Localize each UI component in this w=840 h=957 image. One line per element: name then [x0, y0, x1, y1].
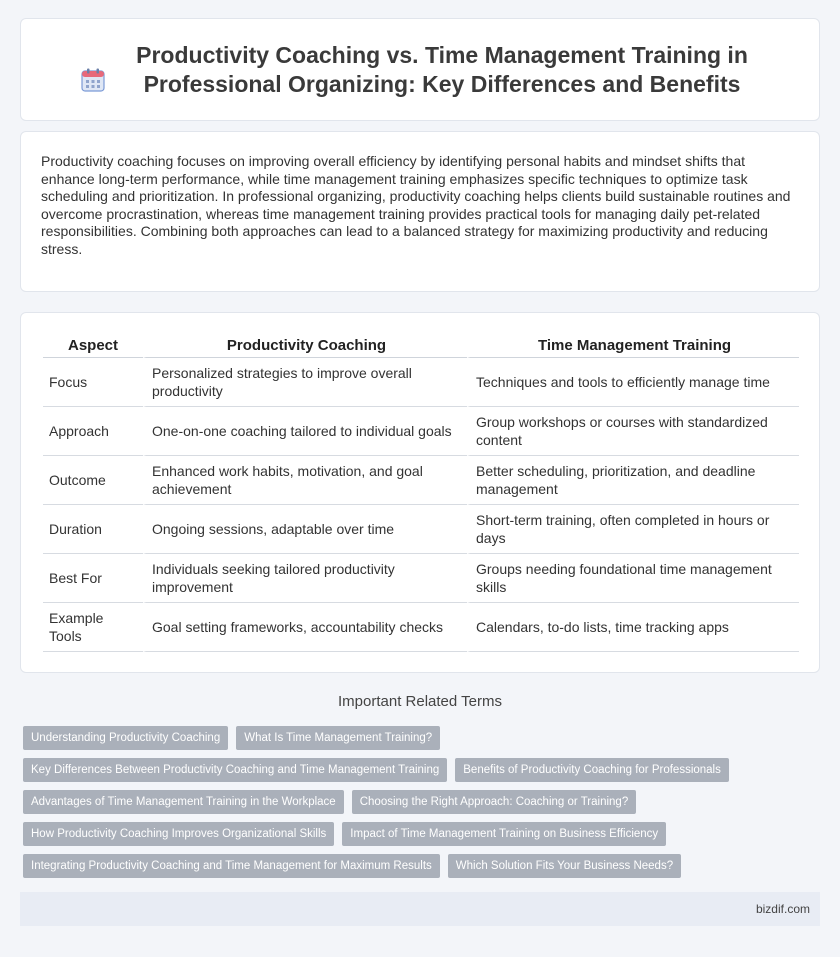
table-row: [43, 358, 799, 407]
comparison-table-card: [20, 312, 820, 673]
title-wrap: [80, 41, 760, 99]
header-productivity-coaching: Productivity Coaching: [143, 332, 467, 358]
related-term-link[interactable]: Benefits of Productivity Coaching for Professionals: [455, 758, 729, 782]
table-row: [43, 554, 799, 603]
table-row: [43, 407, 799, 456]
related-term-link[interactable]: Which Solution Fits Your Business Needs?: [448, 854, 681, 878]
tag-row: [23, 822, 823, 854]
related-term-link[interactable]: Impact of Time Management Training on Business Efficiency: [342, 822, 666, 846]
row-training-value: Short-term training, often completed in hours or days: [467, 505, 799, 554]
related-term-link[interactable]: How Productivity Coaching Improves Organizational Skills: [23, 822, 334, 846]
related-term-link[interactable]: Integrating Productivity Coaching and Time Management for Maximum Results: [23, 854, 440, 878]
calendar-icon: [80, 67, 106, 93]
intro-paragraph: Productivity coaching focuses on improving overall efficiency by identifying personal habits and mindset shifts that enhance long-term performance, while time management training emphasizes specific techniques to optimize task scheduling and prioritization. In professional organizing, productivity coaching helps clients build sustainable routines and overcome procrastination, whereas time management training provides practical tools for managing daily pet-related responsibilities. Combining both approaches can lead to a balanced strategy for maximizing productivity and reducing stress.: [41, 153, 791, 257]
related-term-link[interactable]: Choosing the Right Approach: Coaching or Training?: [352, 790, 637, 814]
table-row: [43, 456, 799, 505]
page-title: Productivity Coaching vs. Time Management Training in Professional Organizing: Key Differences and Benefits: [136, 41, 748, 97]
tag-row: [23, 790, 823, 822]
tag-row: [23, 726, 823, 758]
row-aspect: Focus: [43, 358, 143, 407]
row-aspect: Duration: [43, 505, 143, 554]
title-card: [20, 18, 820, 121]
related-term-link[interactable]: What Is Time Management Training?: [236, 726, 440, 750]
row-coaching-value: Enhanced work habits, motivation, and goal achievement: [143, 456, 467, 505]
row-training-value: Groups needing foundational time management skills: [467, 554, 799, 603]
row-aspect: Best For: [43, 554, 143, 603]
table-header-row: [43, 332, 799, 358]
row-aspect: Outcome: [43, 456, 143, 505]
row-coaching-value: Personalized strategies to improve overall productivity: [143, 358, 467, 407]
footer-site-link[interactable]: bizdif.com: [755, 902, 810, 916]
row-training-value: Better scheduling, prioritization, and deadline management: [467, 456, 799, 505]
table-row: [43, 603, 799, 652]
header-aspect: Aspect: [43, 332, 143, 358]
row-aspect: Example Tools: [43, 603, 143, 652]
row-aspect: Approach: [43, 407, 143, 456]
related-term-link[interactable]: Understanding Productivity Coaching: [23, 726, 228, 750]
related-terms-list: [23, 726, 823, 886]
comparison-table: [43, 332, 799, 652]
footer: [20, 892, 820, 926]
row-coaching-value: Goal setting frameworks, accountability checks: [143, 603, 467, 652]
header-time-management-training: Time Management Training: [467, 332, 799, 358]
intro-card: [20, 131, 820, 292]
row-coaching-value: Individuals seeking tailored productivity improvement: [143, 554, 467, 603]
related-term-link[interactable]: Key Differences Between Productivity Coaching and Time Management Training: [23, 758, 447, 782]
related-terms-heading: Important Related Terms: [338, 693, 502, 710]
related-term-link[interactable]: Advantages of Time Management Training in the Workplace: [23, 790, 344, 814]
row-training-value: Techniques and tools to efficiently manage time: [467, 358, 799, 407]
row-coaching-value: One-on-one coaching tailored to individual goals: [143, 407, 467, 456]
row-coaching-value: Ongoing sessions, adaptable over time: [143, 505, 467, 554]
tag-row: [23, 854, 823, 886]
tag-row: [23, 758, 823, 790]
row-training-value: Group workshops or courses with standardized content: [467, 407, 799, 456]
row-training-value: Calendars, to-do lists, time tracking apps: [467, 603, 799, 652]
table-row: [43, 505, 799, 554]
